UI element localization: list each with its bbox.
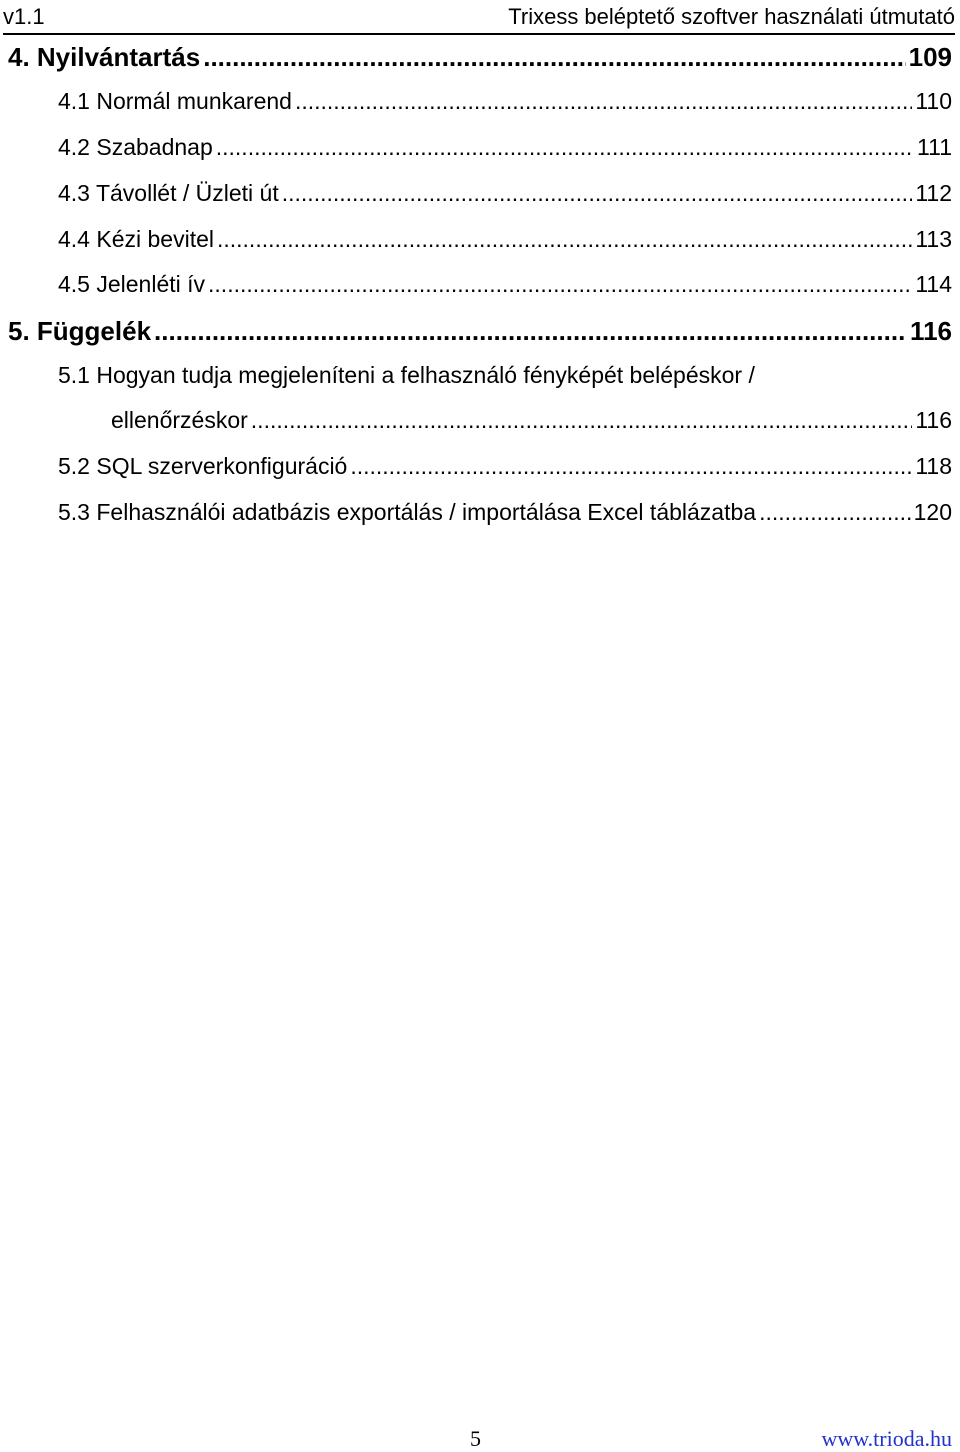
toc-entry-label: 5.3 Felhasználói adatbázis exportálás / importálása Excel táblázatba <box>58 499 757 525</box>
toc-entry-4-1[interactable] <box>58 88 952 115</box>
toc-entry-label: 5.2 SQL szerverkonfiguráció <box>58 453 348 479</box>
toc-entry-4-3[interactable] <box>58 180 952 207</box>
toc-entry-label: 4.1 Normál munkarend <box>58 88 292 114</box>
toc-entry-page: 113 <box>915 226 952 252</box>
toc-entry-5-3[interactable] <box>58 499 952 526</box>
website-link[interactable]: www.trioda.hu <box>821 1426 952 1451</box>
toc-entry-label: 5. Függelék <box>8 316 152 346</box>
toc-entry-page: 118 <box>915 453 952 479</box>
toc-entry-4-4[interactable] <box>58 226 952 253</box>
toc-entry-label: 4.4 Kézi bevitel <box>58 226 214 252</box>
toc-entry-label: 4.2 Szabadnap <box>58 134 213 160</box>
dot-leader <box>208 271 912 298</box>
page-number: 5 <box>470 1426 481 1451</box>
toc-entry-label: ellenőrzéskor <box>111 407 248 433</box>
toc-entry-page: 112 <box>915 180 952 206</box>
toc-entry-5-1[interactable] <box>111 407 952 434</box>
dot-leader <box>251 407 913 434</box>
dot-leader <box>350 453 912 480</box>
document-title: Trixess beléptető szoftver használati útmutató <box>508 4 955 29</box>
toc-entry-label: 4.5 Jelenléti ív <box>58 271 206 297</box>
toc-entry-page: 110 <box>915 88 952 114</box>
page-header <box>3 0 955 35</box>
toc-entry-5-1-line1[interactable]: 5.1 Hogyan tudja megjeleníteni a felhasználó fényképét belépéskor / <box>58 362 755 388</box>
toc-entry-5-2[interactable] <box>58 453 952 480</box>
dot-leader <box>217 226 912 253</box>
dot-leader <box>154 316 907 347</box>
dot-leader <box>759 499 911 526</box>
toc-entry-4-2[interactable] <box>58 134 952 161</box>
dot-leader <box>282 180 913 207</box>
dot-leader <box>216 134 914 161</box>
toc-entry-page: 116 <box>910 316 952 346</box>
toc-entry-4-5[interactable] <box>58 271 952 298</box>
toc-entry-page: 116 <box>915 407 952 433</box>
toc-entry-page: 109 <box>908 42 952 72</box>
toc-entry-label: 4.3 Távollét / Üzleti út <box>58 180 279 206</box>
toc-entry-page: 120 <box>913 499 952 525</box>
dot-leader <box>203 42 905 73</box>
toc-entry-5[interactable] <box>8 316 952 347</box>
version-label: v1.1 <box>3 4 45 29</box>
toc-entry-page: 111 <box>917 134 952 160</box>
toc-entry-4[interactable] <box>8 42 952 73</box>
dot-leader <box>295 88 912 115</box>
toc-entry-label: 4. Nyilvántartás <box>8 42 201 72</box>
toc-entry-page: 114 <box>915 271 952 297</box>
